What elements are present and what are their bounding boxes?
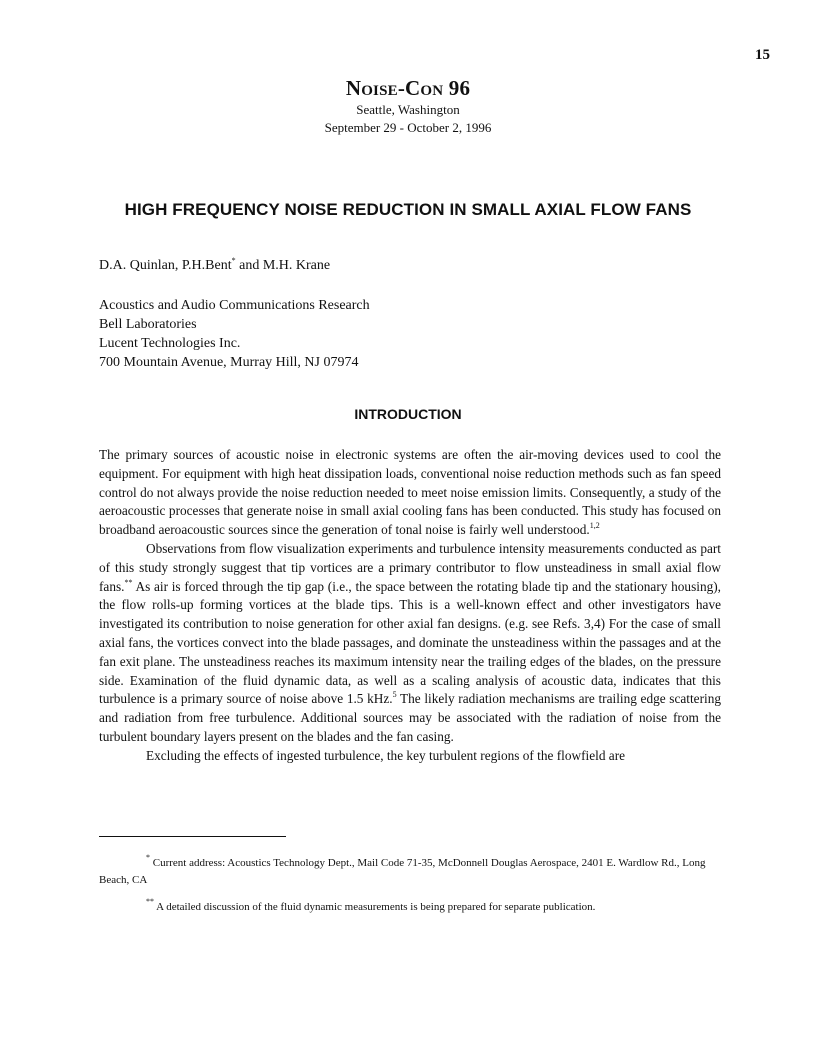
- affiliation-line: Lucent Technologies Inc.: [99, 336, 241, 351]
- author-names: D.A. Quinlan, P.H.Bent: [99, 258, 232, 273]
- paragraph: [99, 747, 721, 766]
- reference-mark: 1,2: [589, 521, 600, 531]
- paragraph-text: As air is forced through the tip gap (i.e., the space between the rotating blade tip and the stationary housing), the flow rolls-up forming vortices at the blade tips. This is a well-known effect and other investigators have investigated its contribution to noise generation for other axial fan designs. (e.g. see Refs. 3,4) For the case of small axial fans, the vortices convect into the blade passages, and dominate the unsteadiness within the passages and at the fan exit plane. The unsteadiness reaches its maximum intensity near the trailing edges of the blades, on the pressure side. Examination of the fluid dynamic data, as well as a scaling analysis of acoustic data, indicates that this turbulence is a primary source of noise above 1.5 kHz.: [99, 578, 721, 707]
- paragraph-text: The likely radiation mechanisms are trailing edge scattering and radiation from free turbulence. Additional sources may be associated with the radiation of noise from the turbulent boundary layers present on the blades and the fan casing.: [99, 691, 721, 744]
- paragraph: [99, 446, 721, 540]
- footnote-mark: *: [146, 853, 150, 862]
- conference-name-smallcaps: OISE: [361, 83, 398, 99]
- conference-name-initial: N: [345, 76, 362, 100]
- footnote-mark: *: [231, 256, 236, 265]
- conference-dates: September 29 - October 2, 1996: [324, 120, 492, 135]
- affiliation-block: [99, 296, 370, 372]
- section-heading: INTRODUCTION: [354, 406, 462, 422]
- footnote: [99, 899, 721, 916]
- affiliation-line: Bell Laboratories: [99, 317, 197, 332]
- affiliation-line: 700 Mountain Avenue, Murray Hill, NJ 07974: [99, 355, 359, 370]
- paragraph-text: Excluding the effects of ingested turbulence, the key turbulent regions of the flowfield are: [146, 747, 626, 763]
- page-number: 15: [755, 47, 770, 63]
- paragraph: [99, 540, 721, 747]
- paragraph-text: Observations from flow visualization experiments and turbulence intensity measurements conducted as part of this study strongly suggest that tip vortices are a primary contributor to flow unsteadiness in small axial flow fans.: [99, 540, 721, 594]
- conference-name-initial: C: [405, 76, 421, 100]
- reference-mark: 5: [392, 690, 397, 700]
- paragraph-text: The primary sources of acoustic noise in electronic systems are often the air-moving devices used to cool the equipment. For equipment with high heat dissipation loads, conventional noise reduction methods such as fan speed control do not always provide the noise reduction needed to meet noise emission limits. Consequently, a study of the aeroacoustic processes that generate noise in small axial cooling fans has been conducted. This study has focused on broadband aeroacoustic sources since the generation of tonal noise is fairly well understood.: [99, 447, 721, 538]
- footnotes: [99, 855, 721, 926]
- conference-year: 96: [443, 76, 471, 100]
- conference-name-smallcaps: ON: [420, 83, 444, 99]
- footnote-mark: **: [124, 577, 133, 587]
- paper-title: HIGH FREQUENCY NOISE REDUCTION IN SMALL AXIAL FLOW FANS: [124, 200, 692, 219]
- footnote-text: A detailed discussion of the fluid dynamic measurements is being prepared for separate publication.: [154, 901, 596, 913]
- conference-name-dash: -: [397, 76, 406, 100]
- conference-header: [0, 76, 816, 137]
- author-names: and M.H. Krane: [235, 258, 331, 273]
- conference-location: Seattle, Washington: [356, 102, 460, 117]
- author-line: [99, 258, 330, 274]
- footnote: [99, 855, 721, 889]
- conference-name: [0, 76, 816, 101]
- footnote-text: Current address: Acoustics Technology Dept., Mail Code 71-35, McDonnell Douglas Aerospace, 2401 E. Wardlow Rd., Long Beach, CA: [99, 857, 706, 886]
- footnote-mark: **: [146, 897, 154, 906]
- affiliation-line: Acoustics and Audio Communications Research: [99, 298, 370, 313]
- body-text: [99, 446, 721, 766]
- footnote-rule: [99, 836, 286, 837]
